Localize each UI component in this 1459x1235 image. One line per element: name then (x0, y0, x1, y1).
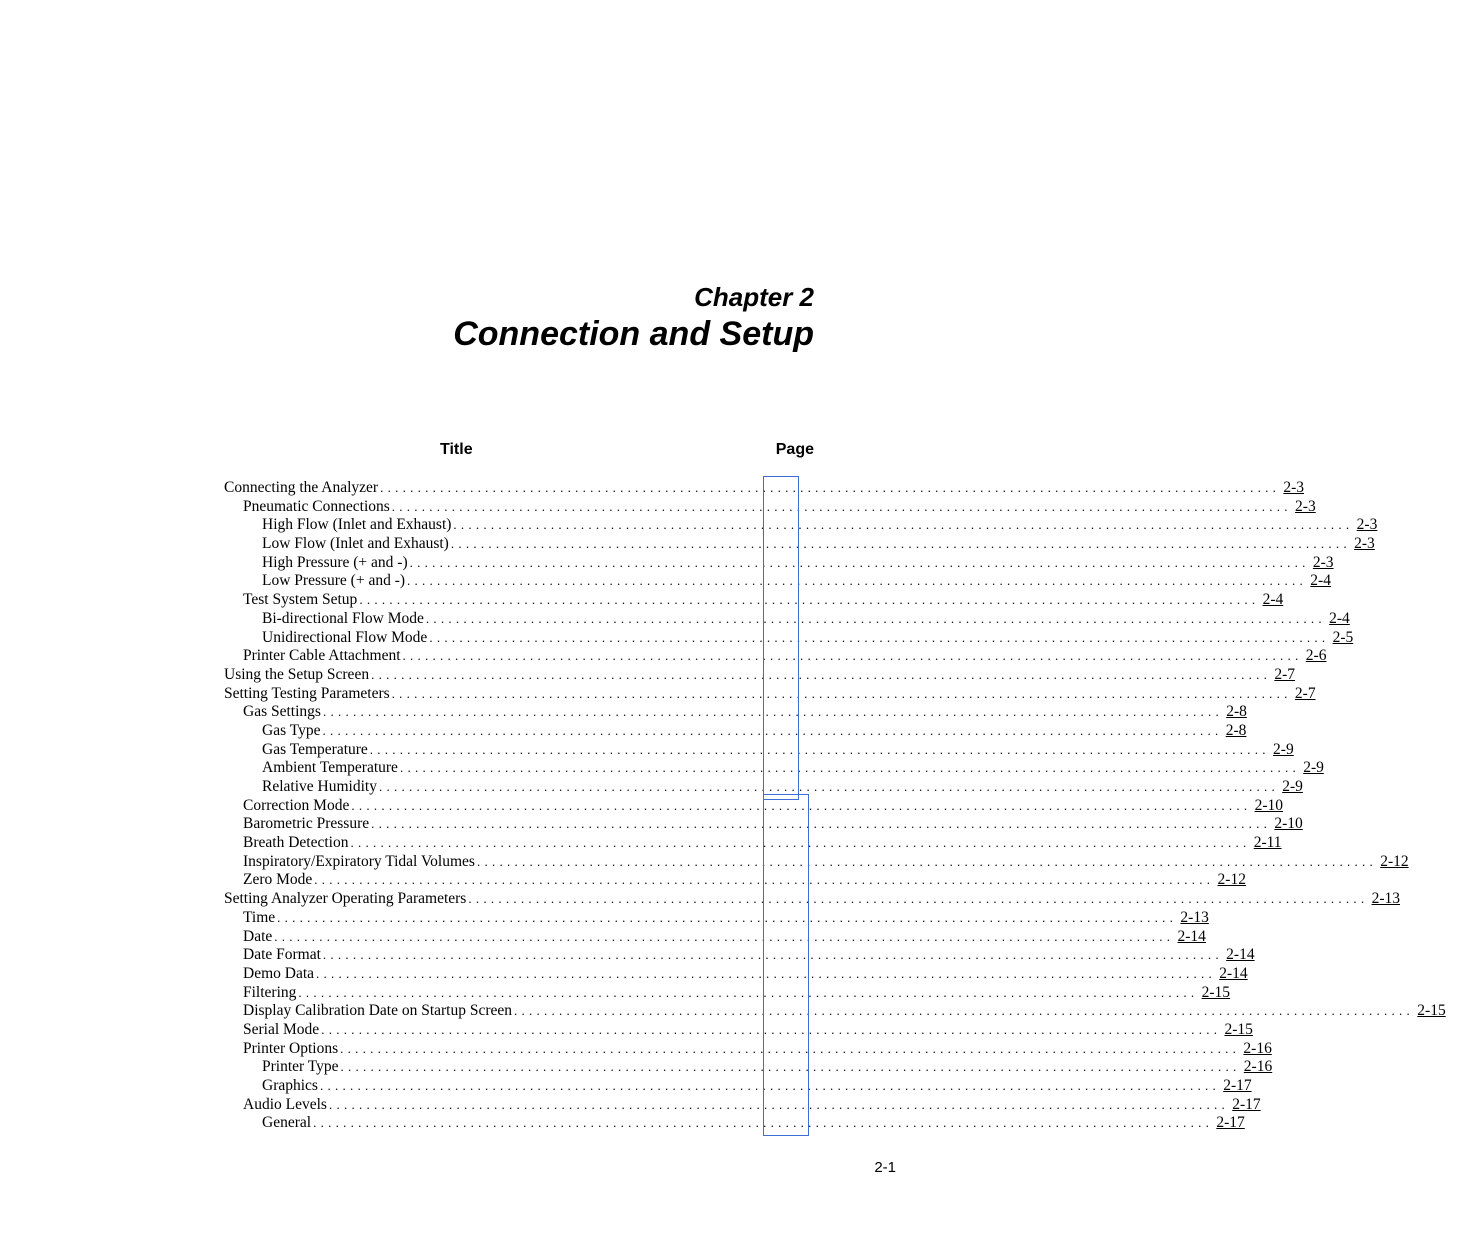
toc-entry (224, 983, 1231, 1003)
toc-entry (224, 1077, 1252, 1096)
dot-leader: . . . . . . . . . . . . . . . . . . . . . . . . . . . . . . . . . . . . . . . . . . . . . . . . . . . . . . . . . . . . . . . . . . . . . . . . . . . . . . . . . . . . . . . . . . . . . . . . . . . . . . . . . . . . . . . . . . . . . . . . (322, 722, 1219, 738)
toc-entry-title: Gas Settings (243, 703, 321, 721)
toc-entry (224, 796, 1283, 816)
toc-entry-title: Gas Type (262, 721, 321, 739)
toc-page-link[interactable]: 2-16 (1243, 1039, 1272, 1057)
dot-leader: . . . . . . . . . . . . . . . . . . . . . . . . . . . . . . . . . . . . . . . . . . . . . . . . . . . . . . . . . . . . . . . . . . . . . . . . . . . . . . . . . . . . . . . . . . . . . . . . . . . . . . . . . . . . . . . . . . . . . . . . (277, 909, 1174, 925)
toc-page-link[interactable]: 2-16 (1243, 1058, 1273, 1076)
dot-leader: . . . . . . . . . . . . . . . . . . . . . . . . . . . . . . . . . . . . . . . . . . . . . . . . . . . . . . . . . . . . . . . . . . . . . . . . . . . . . . . . . . . . . . . . . . . . . . . . . . . . . . . . . . . . . . . . . . . . . . . . (409, 554, 1306, 570)
toc-page-header: Page (775, 441, 814, 458)
dot-leader: . . . . . . . . . . . . . . . . . . . . . . . . . . . . . . . . . . . . . . . . . . . . . . . . . . . . . . . . . . . . . . . . . . . . . . . . . . . . . . . . . . . . . . . . . . . . . . . . . . . . . . . . . . . . . . . . . . . . . . . . (319, 1078, 1217, 1093)
toc-entry-title: Connecting the Analyzer (224, 479, 379, 496)
dot-leader: . . . . . . . . . . . . . . . . . . . . . . . . . . . . . . . . . . . . . . . . . . . . . . . . . . . . . . . . . . . . . . . . . . . . . . . . . . . . . . . . . . . . . . . . . . . . . . . . . . . . . . . . . . . . . . . . . . . . . . . . (328, 1096, 1226, 1112)
toc-page-link[interactable]: 2-17 (1223, 1077, 1252, 1094)
toc-entry-title: Zero Mode (243, 871, 313, 889)
toc-page-link[interactable]: 2-10 (1254, 796, 1283, 814)
toc-page-link[interactable]: 2-3 (1283, 479, 1305, 496)
toc-entry-title: Printer Cable Attachment (243, 647, 401, 665)
dot-leader: . . . . . . . . . . . . . . . . . . . . . . . . . . . . . . . . . . . . . . . . . . . . . . . . . . . . . . . . . . . . . . . . . . . . . . . . . . . . . . . . . . . . . . . . . . . . . . . . . . . . . . . . . . . . . . . . . . . . . . . . (453, 517, 1350, 533)
toc-entry (224, 1095, 1261, 1115)
toc-entry (224, 927, 1206, 947)
toc-page-link[interactable]: 2-6 (1305, 647, 1327, 665)
chapter-title: Connection and Setup (453, 315, 814, 353)
dot-leader: . . . . . . . . . . . . . . . . . . . . . . . . . . . . . . . . . . . . . . . . . . . . . . . . . . . . . . . . . . . . . . . . . . . . . . . . . . . . . . . . . . . . . . . . . . . . . . . . . . . . . . . . . . . . . . . . . . . . . . . . (359, 592, 1256, 608)
toc-entry (224, 516, 1378, 535)
toc-entry-title: Display Calibration Date on Startup Screen (243, 1002, 513, 1020)
toc-page-link[interactable]: 2-8 (1226, 703, 1247, 721)
toc-entry-title: Setting Testing Parameters (224, 684, 390, 702)
toc-entry (224, 479, 1305, 498)
dot-leader: . . . . . . . . . . . . . . . . . . . . . . . . . . . . . . . . . . . . . . . . . . . . . . . . . . . . . . . . . . . . . . . . . . . . . . . . . . . . . . . . . . . . . . . . . . . . . . . . . . . . . . . . . . . . . . . . . . . . . . . . (350, 835, 1247, 851)
toc-entry-title: Test System Setup (243, 591, 358, 609)
toc-entry-title: Date Format (243, 946, 321, 964)
toc-entry (224, 946, 1255, 965)
dot-leader: . . . . . . . . . . . . . . . . . . . . . . . . . . . . . . . . . . . . . . . . . . . . . . . . . . . . . . . . . . . . . . . . . . . . . . . . . . . . . . . . . . . . . . . . . . . . . . . . . . . . . . . . . . . . . . . . . . . . . . . . (476, 853, 1374, 869)
toc-entry-title: High Pressure (+ and -) (262, 553, 408, 571)
toc-page-link[interactable]: 2-5 (1332, 628, 1354, 646)
toc-entry-title: General (262, 1114, 312, 1132)
toc-entry-title: Inspiratory/Expiratory Tidal Volumes (243, 852, 475, 870)
toc-page-link[interactable]: 2-3 (1356, 516, 1378, 534)
toc-entry (224, 647, 1327, 666)
toc-entry (224, 572, 1331, 591)
toc-page-link[interactable]: 2-15 (1201, 983, 1231, 1001)
toc-entry (224, 834, 1282, 853)
toc-entry-title: Audio Levels (243, 1095, 327, 1113)
toc-entry-title: Date (243, 927, 273, 945)
toc-page-link[interactable]: 2-8 (1225, 721, 1247, 739)
toc-page-link[interactable]: 2-12 (1217, 871, 1246, 889)
dot-leader: . . . . . . . . . . . . . . . . . . . . . . . . . . . . . . . . . . . . . . . . . . . . . . . . . . . . . . . . . . . . . . . . . . . . . . . . . . . . . . . . . . . . . . . . . . . . . . . . . . . . . . . . . . . . . . . . . . . . . . . . (274, 928, 1171, 944)
toc-page-link[interactable]: 2-14 (1226, 946, 1255, 964)
dot-leader: . . . . . . . . . . . . . . . . . . . . . . . . . . . . . . . . . . . . . . . . . . . . . . . . . . . . . . . . . . . . . . . . . . . . . . . . . . . . . . . . . . . . . . . . . . . . . . . . . . . . . . . . . . . . . . . . . . . . . . . . (313, 1115, 1210, 1131)
toc-entry-title: High Flow (Inlet and Exhaust) (262, 516, 452, 534)
toc-page-link[interactable]: 2-7 (1294, 684, 1316, 702)
toc-entry (224, 815, 1303, 834)
toc-entry (224, 964, 1248, 984)
toc-entry (224, 1039, 1272, 1059)
toc-entry (224, 778, 1303, 797)
toc-entry (224, 740, 1294, 760)
toc-entry (224, 553, 1334, 573)
toc-page-link[interactable]: 2-4 (1329, 609, 1350, 627)
toc-page-link[interactable]: 2-9 (1273, 740, 1294, 758)
toc-page-link[interactable]: 2-11 (1253, 834, 1282, 852)
toc-entry (224, 890, 1400, 909)
dot-leader: . . . . . . . . . . . . . . . . . . . . . . . . . . . . . . . . . . . . . . . . . . . . . . . . . . . . . . . . . . . . . . . . . . . . . . . . . . . . . . . . . . . . . . . . . . . . . . . . . . . . . . . . . . . . . . . . . . . . . . . . (369, 741, 1267, 757)
toc-entry (224, 628, 1354, 648)
toc-entry (224, 591, 1284, 610)
toc-page-link[interactable]: 2-17 (1232, 1095, 1261, 1113)
dot-leader: . . . . . . . . . . . . . . . . . . . . . . . . . . . . . . . . . . . . . . . . . . . . . . . . . . . . . . . . . . . . . . . . . . . . . . . . . . . . . . . . . . . . . . . . . . . . . . . . . . . . . . . . . . . . . . . . . . . . . . . . (316, 965, 1213, 981)
toc-entry-title: Relative Humidity (262, 778, 377, 795)
toc-page-link[interactable]: 2-13 (1371, 890, 1400, 908)
toc-entry (224, 852, 1409, 872)
toc-entry (224, 1020, 1253, 1040)
dot-leader: . . . . . . . . . . . . . . . . . . . . . . . . . . . . . . . . . . . . . . . . . . . . . . . . . . . . . . . . . . . . . . . . . . . . . . . . . . . . . . . . . . . . . . . . . . . . . . . . . . . . . . . . . . . . . . . . . . . . . . . . (340, 1059, 1237, 1075)
toc-entry (224, 1058, 1273, 1077)
dot-leader: . . . . . . . . . . . . . . . . . . . . . . . . . . . . . . . . . . . . . . . . . . . . . . . . . . . . . . . . . . . . . . . . . . . . . . . . . . . . . . . . . . . . . . . . . . . . . . . . . . . . . . . . . . . . . . . . . . . . . . . . (371, 816, 1268, 832)
toc-page-link[interactable]: 2-17 (1216, 1114, 1245, 1132)
toc-entry (224, 684, 1316, 704)
dot-leader: . . . . . . . . . . . . . . . . . . . . . . . . . . . . . . . . . . . . . . . . . . . . . . . . . . . . . . . . . . . . . . . . . . . . . . . . . . . . . . . . . . . . . . . . . . . . . . . . . . . . . . . . . . . . . . . . . . . . . . . . (402, 648, 1299, 664)
toc-entry-title: Printer Type (262, 1058, 339, 1076)
dot-leader: . . . . . . . . . . . . . . . . . . . . . . . . . . . . . . . . . . . . . . . . . . . . . . . . . . . . . . . . . . . . . . . . . . . . . . . . . . . . . . . . . . . . . . . . . . . . . . . . . . . . . . . . . . . . . . . . . . . . . . . . (425, 610, 1323, 626)
toc-title-header: Title (440, 441, 473, 458)
toc-entry-title: Barometric Pressure (243, 815, 370, 833)
dot-leader: . . . . . . . . . . . . . . . . . . . . . . . . . . . . . . . . . . . . . . . . . . . . . . . . . . . . . . . . . . . . . . . . . . . . . . . . . . . . . . . . . . . . . . . . . . . . . . . . . . . . . . . . . . . . . . . . . . . . . . . . (399, 760, 1297, 776)
dot-leader: . . . . . . . . . . . . . . . . . . . . . . . . . . . . . . . . . . . . . . . . . . . . . . . . . . . . . . . . . . . . . . . . . . . . . . . . . . . . . . . . . . . . . . . . . . . . . . . . . . . . . . . . . . . . . . . . . . . . . . . . (378, 779, 1276, 794)
toc-page-link[interactable]: 2-3 (1312, 553, 1334, 571)
toc-entry-title: Low Flow (Inlet and Exhaust) (262, 535, 449, 553)
toc-entry-title: Unidirectional Flow Mode (262, 628, 428, 646)
table-of-contents (224, 479, 1446, 1133)
toc-entry-title: Low Pressure (+ and -) (262, 572, 406, 590)
dot-leader: . . . . . . . . . . . . . . . . . . . . . . . . . . . . . . . . . . . . . . . . . . . . . . . . . . . . . . . . . . . . . . . . . . . . . . . . . . . . . . . . . . . . . . . . . . . . . . . . . . . . . . . . . . . . . . . . . . . . . . . . (450, 536, 1348, 552)
toc-entry-title: Gas Temperature (262, 740, 368, 758)
toc-page-link[interactable]: 2-4 (1262, 591, 1284, 609)
toc-page-link[interactable]: 2-14 (1177, 927, 1206, 945)
toc-entry-title: Correction Mode (243, 796, 350, 814)
dot-leader: . . . . . . . . . . . . . . . . . . . . . . . . . . . . . . . . . . . . . . . . . . . . . . . . . . . . . . . . . . . . . . . . . . . . . . . . . . . . . . . . . . . . . . . . . . . . . . . . . . . . . . . . . . . . . . . . . . . . . . . . (322, 947, 1220, 963)
toc-page-link[interactable]: 2-12 (1380, 852, 1409, 870)
dot-leader: . . . . . . . . . . . . . . . . . . . . . . . . . . . . . . . . . . . . . . . . . . . . . . . . . . . . . . . . . . . . . . . . . . . . . . . . . . . . . . . . . . . . . . . . . . . . . . . . . . . . . . . . . . . . . . . . . . . . . . . . (340, 1040, 1237, 1056)
toc-page-link[interactable]: 2-3 (1295, 497, 1316, 515)
toc-page-link[interactable]: 2-7 (1274, 665, 1295, 683)
toc-entry (224, 703, 1247, 722)
toc-entry (224, 908, 1209, 928)
toc-page-link[interactable]: 2-14 (1219, 964, 1248, 982)
toc-entry-title: Graphics (262, 1077, 318, 1094)
dot-leader: . . . . . . . . . . . . . . . . . . . . . . . . . . . . . . . . . . . . . . . . . . . . . . . . . . . . . . . . . . . . . . . . . . . . . . . . . . . . . . . . . . . . . . . . . . . . . . . . . . . . . . . . . . . . . . . . . . . . . . . . (314, 872, 1211, 888)
dot-leader: . . . . . . . . . . . . . . . . . . . . . . . . . . . . . . . . . . . . . . . . . . . . . . . . . . . . . . . . . . . . . . . . . . . . . . . . . . . . . . . . . . . . . . . . . . . . . . . . . . . . . . . . . . . . . . . . . . . . . . . . (371, 666, 1268, 682)
toc-entry (224, 609, 1350, 629)
dot-leader: . . . . . . . . . . . . . . . . . . . . . . . . . . . . . . . . . . . . . . . . . . . . . . . . . . . . . . . . . . . . . . . . . . . . . . . . . . . . . . . . . . . . . . . . . . . . . . . . . . . . . . . . . . . . . . . . . . . . . . . . (407, 573, 1304, 589)
dot-leader: . . . . . . . . . . . . . . . . . . . . . . . . . . . . . . . . . . . . . . . . . . . . . . . . . . . . . . . . . . . . . . . . . . . . . . . . . . . . . . . . . . . . . . . . . . . . . . . . . . . . . . . . . . . . . . . . . . . . . . . . (468, 891, 1365, 907)
dot-leader: . . . . . . . . . . . . . . . . . . . . . . . . . . . . . . . . . . . . . . . . . . . . . . . . . . . . . . . . . . . . . . . . . . . . . . . . . . . . . . . . . . . . . . . . . . . . . . . . . . . . . . . . . . . . . . . . . . . . . . . . (321, 1021, 1218, 1037)
toc-page-link[interactable]: 2-15 (1417, 1002, 1446, 1020)
toc-entry-title: Breath Detection (243, 834, 349, 852)
dot-leader: . . . . . . . . . . . . . . . . . . . . . . . . . . . . . . . . . . . . . . . . . . . . . . . . . . . . . . . . . . . . . . . . . . . . . . . . . . . . . . . . . . . . . . . . . . . . . . . . . . . . . . . . . . . . . . . . . . . . . . . . (298, 984, 1195, 1000)
dot-leader: . . . . . . . . . . . . . . . . . . . . . . . . . . . . . . . . . . . . . . . . . . . . . . . . . . . . . . . . . . . . . . . . . . . . . . . . . . . . . . . . . . . . . . . . . . . . . . . . . . . . . . . . . . . . . . . . . . . . . . . . (351, 797, 1248, 813)
toc-page-link[interactable]: 2-10 (1274, 815, 1303, 833)
chapter-label: Chapter 2 (694, 282, 814, 312)
toc-page-link[interactable]: 2-9 (1282, 778, 1303, 795)
toc-entry-title: Serial Mode (243, 1020, 320, 1038)
toc-entry-title: Demo Data (243, 964, 315, 982)
toc-page-link[interactable]: 2-4 (1310, 572, 1331, 590)
toc-entry (224, 1114, 1245, 1133)
toc-page-link[interactable]: 2-13 (1180, 908, 1209, 926)
dot-leader: . . . . . . . . . . . . . . . . . . . . . . . . . . . . . . . . . . . . . . . . . . . . . . . . . . . . . . . . . . . . . . . . . . . . . . . . . . . . . . . . . . . . . . . . . . . . . . . . . . . . . . . . . . . . . . . . . . . . . . . . (380, 480, 1277, 495)
toc-entry (224, 871, 1246, 890)
toc-entry (224, 1002, 1446, 1021)
dot-leader: . . . . . . . . . . . . . . . . . . . . . . . . . . . . . . . . . . . . . . . . . . . . . . . . . . . . . . . . . . . . . . . . . . . . . . . . . . . . . . . . . . . . . . . . . . . . . . . . . . . . . . . . . . . . . . . . . . . . . . . . (391, 498, 1289, 514)
toc-entry-title: Using the Setup Screen (224, 665, 370, 683)
toc-entry-title: Time (243, 908, 276, 926)
toc-page-link[interactable]: 2-15 (1224, 1020, 1253, 1038)
toc-entry (224, 665, 1295, 685)
toc-entry-title: Filtering (243, 983, 297, 1001)
toc-page-link[interactable]: 2-9 (1303, 759, 1324, 777)
toc-entry-title: Pneumatic Connections (243, 497, 390, 515)
dot-leader: . . . . . . . . . . . . . . . . . . . . . . . . . . . . . . . . . . . . . . . . . . . . . . . . . . . . . . . . . . . . . . . . . . . . . . . . . . . . . . . . . . . . . . . . . . . . . . . . . . . . . . . . . . . . . . . . . . . . . . . . (391, 685, 1288, 701)
toc-entry (224, 535, 1375, 554)
toc-entry-title: Setting Analyzer Operating Parameters (224, 890, 467, 908)
toc-entry-title: Ambient Temperature (262, 759, 398, 777)
toc-entry (224, 721, 1247, 741)
toc-entry (224, 759, 1324, 778)
page-number: 2-1 (874, 1159, 896, 1176)
toc-entry-title: Printer Options (243, 1039, 339, 1057)
dot-leader: . . . . . . . . . . . . . . . . . . . . . . . . . . . . . . . . . . . . . . . . . . . . . . . . . . . . . . . . . . . . . . . . . . . . . . . . . . . . . . . . . . . . . . . . . . . . . . . . . . . . . . . . . . . . . . . . . . . . . . . . (429, 629, 1326, 645)
dot-leader: . . . . . . . . . . . . . . . . . . . . . . . . . . . . . . . . . . . . . . . . . . . . . . . . . . . . . . . . . . . . . . . . . . . . . . . . . . . . . . . . . . . . . . . . . . . . . . . . . . . . . . . . . . . . . . . . . . . . . . . . (514, 1003, 1411, 1019)
toc-entry-title: Bi-directional Flow Mode (262, 609, 424, 627)
toc-entry (224, 497, 1316, 517)
dot-leader: . . . . . . . . . . . . . . . . . . . . . . . . . . . . . . . . . . . . . . . . . . . . . . . . . . . . . . . . . . . . . . . . . . . . . . . . . . . . . . . . . . . . . . . . . . . . . . . . . . . . . . . . . . . . . . . . . . . . . . . . (322, 704, 1220, 720)
toc-page-link[interactable]: 2-3 (1354, 535, 1375, 553)
